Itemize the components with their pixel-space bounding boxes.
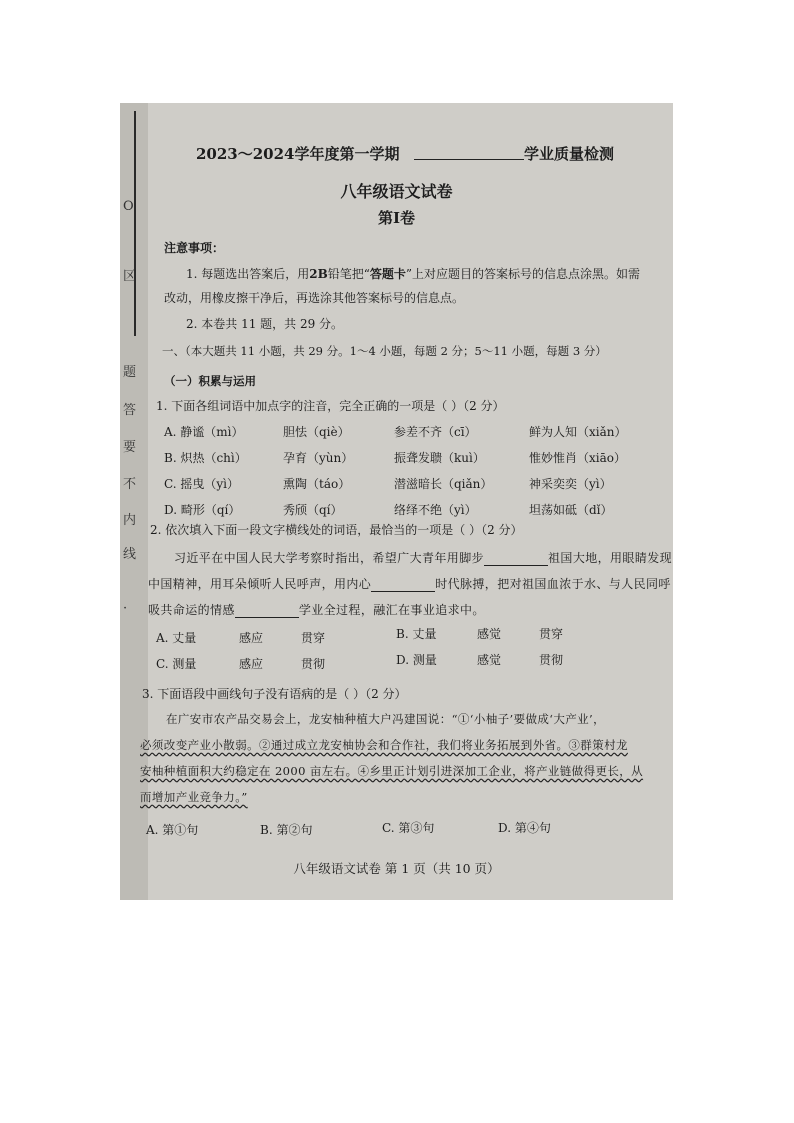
q2-option-a-1: A. 丈量	[156, 631, 197, 645]
title-blank-line	[414, 159, 524, 160]
volume-label: 第Ⅰ卷	[377, 209, 416, 227]
margin-char: 区	[123, 269, 137, 284]
q2-option-b-3: 贯穿	[539, 627, 564, 641]
q1-option-b-1: B. 炽热（chì）	[164, 451, 247, 465]
q1-option-d-2: 秀颀（qí）	[283, 503, 343, 517]
answer-card: 答题卡	[369, 267, 406, 281]
page-content	[120, 103, 673, 900]
subsection-heading: （一）积累与运用	[164, 374, 256, 388]
q3-option-b: B. 第②句	[260, 823, 313, 837]
fill-blank-3	[235, 605, 299, 618]
q1-option-d-3: 络绎不绝（yì）	[394, 503, 477, 517]
passage-text: 中国精神，用耳朵倾听人民呼声，用内心	[148, 577, 372, 591]
passage-text: 吸共命运的情感	[148, 603, 235, 617]
q1-option-c-3: 潜滋暗长（qiǎn）	[394, 477, 493, 491]
q1-option-a-4: 鲜为人知（xiǎn）	[529, 425, 627, 439]
q2-option-b-1: B. 丈量	[396, 627, 437, 641]
q1-option-b-2: 孕育（yùn）	[283, 451, 354, 465]
q2-passage-line-2	[148, 575, 671, 592]
title-right: 学业质量检测	[524, 145, 615, 163]
margin-char: 要	[123, 440, 137, 455]
margin-char: 答	[123, 403, 137, 418]
notice-item-1	[186, 265, 640, 282]
q2-option-d-1: D. 测量	[396, 653, 437, 667]
page-footer: 八年级语文试卷 第 1 页（共 10 页）	[293, 861, 500, 876]
notice-text: 铅笔把“	[327, 267, 370, 281]
margin-char: ·	[123, 601, 128, 616]
margin-char: 题	[123, 365, 137, 380]
question-1-stem: 1. 下面各组词语中加点字的注音，完全正确的一项是（ ）（2 分）	[156, 399, 505, 413]
q2-option-b-2: 感觉	[477, 627, 502, 641]
q1-option-c-1: C. 摇曳（yì）	[164, 477, 240, 491]
passage-text: 学业全过程，融汇在事业追求中。	[298, 603, 485, 617]
question-2-stem: 2. 依次填入下面一段文字横线处的词语，最恰当的一项是（ ）（2 分）	[150, 523, 523, 537]
margin-char: 线	[123, 547, 137, 562]
pencil-type: 2B	[309, 267, 328, 281]
q2-option-c-1: C. 测量	[156, 657, 197, 671]
q3-option-d: D. 第④句	[498, 821, 551, 835]
q1-option-a-2: 胆怯（qiè）	[283, 425, 350, 439]
notice-item-1-cont: 改动，用橡皮擦干净后，再选涂其他答案标号的信息点。	[164, 291, 465, 305]
q2-option-a-2: 感应	[239, 631, 264, 645]
q3-option-c: C. 第③句	[382, 821, 435, 835]
fill-blank-1	[484, 553, 548, 566]
page-subtitle: 八年级语文试卷	[340, 182, 453, 201]
passage-text: 时代脉搏，把对祖国血浓于水、与人民同呼	[435, 577, 671, 591]
section-heading: 一、（本大题共 11 小题，共 29 分。1～4 小题，每题 2 分；5～11 小题，每题 3 分）	[162, 344, 607, 358]
passage-text: 祖国大地，用眼睛发现	[548, 551, 673, 565]
notice-heading: 注意事项：	[164, 241, 225, 255]
q2-option-c-2: 感应	[239, 657, 264, 671]
passage-text: 习近平在中国人民大学考察时指出，希望广大青年用脚步	[174, 551, 485, 565]
q3-passage-line-1: 在广安市农产品交易会上，龙安柚种植大户冯建国说：“①‘小柚子’要做成‘大产业’，	[166, 712, 605, 726]
q3-passage-line-3: 安柚种植面积大约稳定在 2000 亩左右。④乡里正计划引进深加工企业，将产业链做得更长，从	[140, 764, 644, 778]
q2-option-d-3: 贯彻	[539, 653, 564, 667]
q1-option-a-3: 参差不齐（cī）	[394, 425, 477, 439]
fill-blank-2	[371, 579, 435, 592]
margin-char: O	[123, 199, 134, 214]
q1-option-c-2: 熏陶（táo）	[283, 477, 351, 491]
q1-option-a-1: A. 静谧（mì）	[164, 425, 244, 439]
q2-passage-line-3	[148, 601, 485, 618]
exam-paper-photo	[120, 103, 673, 900]
q2-passage-line-1	[174, 549, 672, 566]
notice-item-2: 2. 本卷共 11 题，共 29 分。	[186, 317, 344, 331]
q1-option-b-4: 惟妙惟肖（xiāo）	[529, 451, 626, 465]
q1-option-b-3: 振聋发聩（kuì）	[394, 451, 485, 465]
margin-char: 内	[123, 513, 137, 528]
title-left: 2023～2024学年度第一学期	[196, 145, 400, 163]
notice-text: 1. 每题选出答案后，用	[186, 267, 310, 281]
q1-option-c-4: 神采奕奕（yì）	[529, 477, 612, 491]
q2-option-d-2: 感觉	[477, 653, 502, 667]
q2-option-c-3: 贯彻	[301, 657, 326, 671]
q2-option-a-3: 贯穿	[301, 631, 326, 645]
q3-passage-line-2: 必须改变产业小散弱。②通过成立龙安柚协会和合作社，我们将业务拓展到外省。③群策村龙	[140, 738, 628, 752]
question-3-stem: 3. 下面语段中画线句子没有语病的是（ ）（2 分）	[142, 687, 407, 701]
q3-passage-line-4: 而增加产业竞争力。”	[140, 790, 248, 804]
q1-option-d-4: 坦荡如砥（dǐ）	[529, 503, 613, 517]
notice-text: ”上对应题目的答案标号的信息点涂黑。如需	[405, 267, 641, 281]
margin-char: 不	[123, 477, 137, 492]
q3-option-a: A. 第①句	[146, 823, 199, 837]
q1-option-d-1: D. 畸形（qí）	[164, 503, 241, 517]
